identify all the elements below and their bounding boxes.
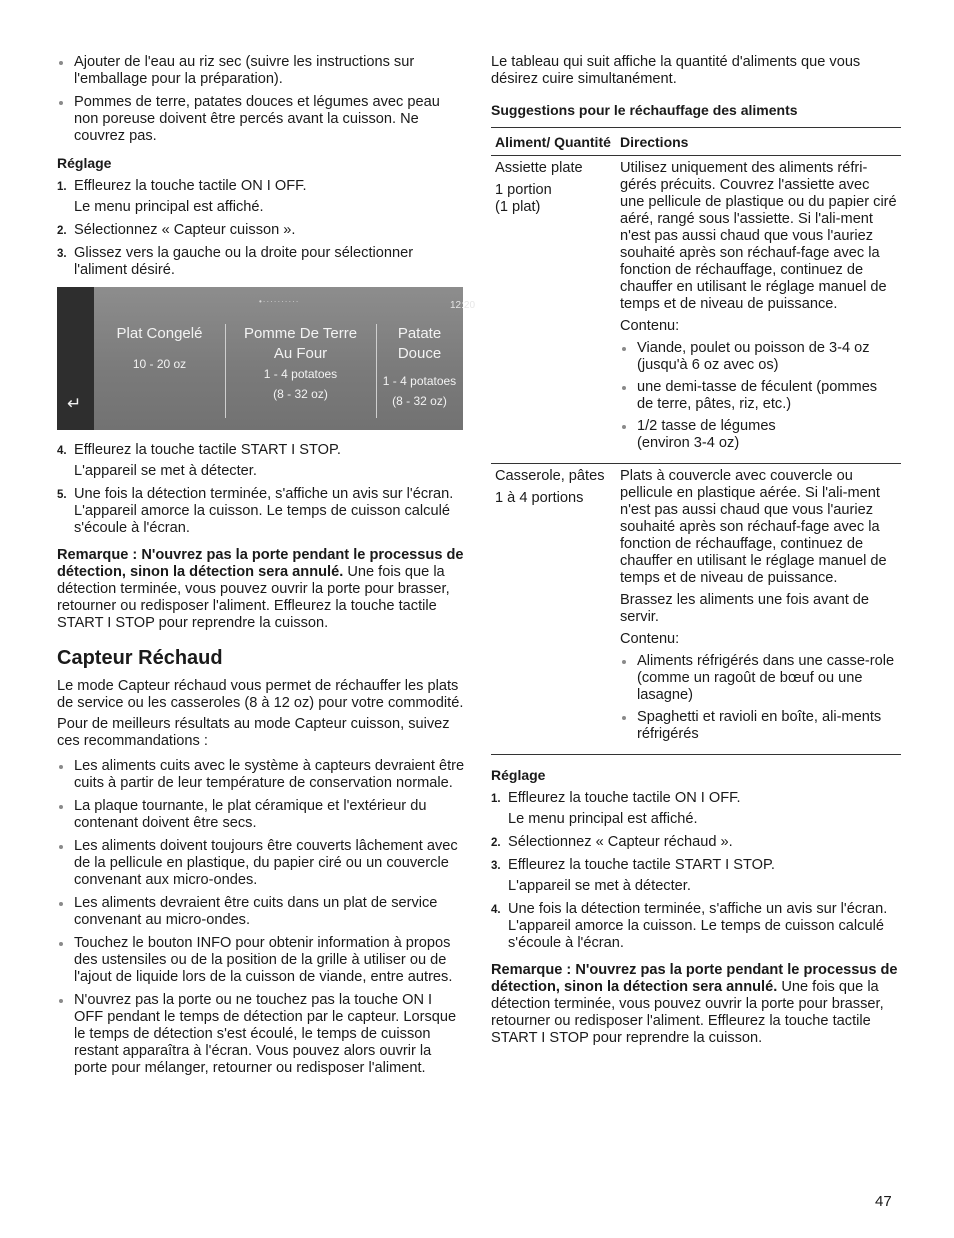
recommendations-list	[57, 758, 465, 1077]
list-item: La plaque tournante, le plat céramique et l'extérieur du contenant doivent être secs.	[57, 798, 465, 832]
display-screenshot	[57, 287, 476, 430]
screen-clock: 12:20	[450, 300, 476, 311]
list-item: Touchez le bouton INFO pour obtenir information à propos des ustensiles ou de la position de la grille à utiliser ou de l'ajout de liquide lors de la cuisson de viande, entre autres.	[57, 935, 465, 986]
menu-item-patate-douce: Patate Douce 1 - 4 potatoes (8 - 32 oz)	[382, 325, 457, 408]
list-item: Viande, poulet ou poisson de 3-4 oz (jusqu'à 6 oz avec os)	[620, 340, 897, 374]
step-item: 5. Une fois la détection terminée, s'affiche un avis sur l'écran. L'appareil amorce la cuisson. Le temps de cuisson calculé s'écoule à l'écran.	[57, 486, 454, 536]
table-header-row	[491, 128, 901, 156]
paragraph: Le tableau qui suit affiche la quantité d'aliments que vous désirez cuire simultanément.	[491, 54, 861, 87]
menu-item-pomme-de-terre: Pomme De Terre Au Four 1 - 4 potatoes (8 - 32 oz)	[243, 325, 358, 401]
step-item: 2. Sélectionnez « Capteur réchaud ».	[491, 834, 733, 850]
list-item: Pommes de terre, patates douces et légumes avec peau non poreuse doivent être percés avant la cuisson. Ne couvrez pas.	[57, 94, 465, 145]
table-row	[491, 156, 901, 464]
page-number: 47	[875, 1193, 892, 1210]
page-dots-indicator: •··········	[259, 297, 300, 306]
table-cell: Plats à couvercle avec couvercle ou pellicule en plastique aérée. Si l'ali-ment n'est pas aussi chaud que vous l'auriez souhaité après son réchauf-fage avec la fonction de réchauffage, continuez de chauffer en utilisant le réglage manuel de temps et de niveau de puissance. Brassez les aliments une fois avant de servir. Contenu: Aliments réfrigérés dans une casse-role (comme un ragoût de bœuf ou une lasagne) Spaghetti et ravioli en boîte, ali-ments réfrigérés	[616, 464, 901, 755]
list-item: Aliments réfrigérés dans une casse-role (comme un ragoût de bœuf ou une lasagne)	[620, 653, 897, 704]
right-column	[491, 54, 901, 1047]
list-item: 1/2 tasse de légumes (environ 3-4 oz)	[620, 418, 897, 452]
column-header: Directions	[616, 128, 901, 156]
table-heading: Suggestions pour le réchauffage des aliments	[491, 102, 798, 118]
back-icon: ↵	[67, 394, 82, 413]
section-title: Capteur Réchaud	[57, 647, 223, 669]
table-cell: Casserole, pâtes 1 à 4 portions	[491, 464, 616, 755]
left-column	[57, 54, 476, 1083]
list-item: Spaghetti et ravioli en boîte, ali-ments réfrigérés	[620, 709, 897, 743]
column-header: Aliment/ Quantité	[491, 128, 616, 156]
list-item: Les aliments doivent toujours être couverts lâchement avec de la pellicule en plastique, du papier ciré ou un couvercle convenant aux micro-ondes.	[57, 838, 465, 889]
paragraph: Pour de meilleurs résultats au mode Capteur cuisson, suivez ces recommandations :	[57, 716, 450, 749]
step-item: 1. Effleurez la touche tactile ON I OFF. Le menu principal est affiché.	[57, 178, 307, 215]
table-row	[491, 464, 901, 755]
reglage-heading: Réglage	[57, 155, 112, 171]
step-item: 4. Effleurez la touche tactile START I STOP. L'appareil se met à détecter.	[57, 442, 341, 479]
step-item: 2. Sélectionnez « Capteur cuisson ».	[57, 222, 296, 238]
steps-list	[57, 178, 465, 279]
table-cell: Utilisez uniquement des aliments réfri-gérés précuits. Couvrez l'assiette avec une pellicule de plastique ou du papier ciré aéré, rangé sous l'assiette. Si l'ali-ment n'est pas aussi chaud que vous l'auriez souhaité après son réchauf-fage avec la fonction de réchauffage, continuez de chauffer en utilisant le réglage manuel de temps et de niveau de puissance. Contenu: Viande, poulet ou poisson de 3-4 oz (jusqu'à 6 oz avec os) une demi-tasse de féculent (pommes de terre, pâtes, riz, etc.) 1/2 tasse de légumes (environ 3-4 oz)	[616, 156, 901, 464]
note-paragraph: Remarque : N'ouvrez pas la porte pendant le processus de détection, sinon la détection sera annulé. Une fois que la détection terminée, vous pouvez ouvrir la porte pour brasser, retourner ou redisposer l'aliment. Effleurez la touche tactile START I STOP pour reprendre la cuisson.	[491, 962, 898, 1046]
list-item: N'ouvrez pas la porte ou ne touchez pas la touche ON I OFF pendant le temps de détection par le capteur. Lorsque le temps de détection s'est écoulé, le temps de cuisson restant apparaîtra à l'écran. Vous pouvez alors ouvrir la porte pour mélanger, retourner ou redisposer l'aliment.	[57, 992, 465, 1077]
note-paragraph: Remarque : N'ouvrez pas la porte pendant le processus de détection, sinon la détection sera annulé. Une fois que la détection terminée, vous pouvez ouvrir la porte pour brasser, retourner ou redisposer l'aliment. Effleurez la touche tactile START I STOP pour reprendre la cuisson.	[57, 547, 464, 631]
steps-list	[491, 790, 901, 952]
paragraph: Le mode Capteur réchaud vous permet de réchauffer les plats de service ou les casseroles (8 à 12 oz) pour votre commodité.	[57, 678, 464, 711]
reheat-table	[491, 127, 901, 755]
screen-panel	[94, 287, 476, 430]
list-item: Ajouter de l'eau au riz sec (suivre les instructions sur l'emballage pour la préparation).	[57, 54, 465, 88]
list-item: une demi-tasse de féculent (pommes de terre, pâtes, riz, etc.)	[620, 379, 897, 413]
list-item: Les aliments devraient être cuits dans un plat de service convenant au micro-ondes.	[57, 895, 465, 929]
list-item: Les aliments cuits avec le système à capteurs devraient être cuits à partir de leur température de conservation normale.	[57, 758, 465, 792]
steps-list	[57, 442, 465, 537]
step-item: 3. Effleurez la touche tactile START I STOP. L'appareil se met à détecter.	[491, 857, 775, 894]
menu-item-plat-congele: Plat Congelé 10 - 20 oz	[116, 325, 203, 371]
table-cell: Assiette plate 1 portion (1 plat)	[491, 156, 616, 464]
reglage-heading: Réglage	[491, 767, 546, 783]
screen-side-strip	[57, 287, 94, 430]
step-item: 3. Glissez vers la gauche ou la droite pour sélectionner l'aliment désiré.	[57, 245, 414, 278]
intro-bullet-list	[57, 54, 465, 145]
step-item: 1. Effleurez la touche tactile ON I OFF. Le menu principal est affiché.	[491, 790, 741, 827]
step-item: 4. Une fois la détection terminée, s'affiche un avis sur l'écran. L'appareil amorce la cuisson. Le temps de cuisson calculé s'écoule à l'écran.	[491, 901, 888, 951]
